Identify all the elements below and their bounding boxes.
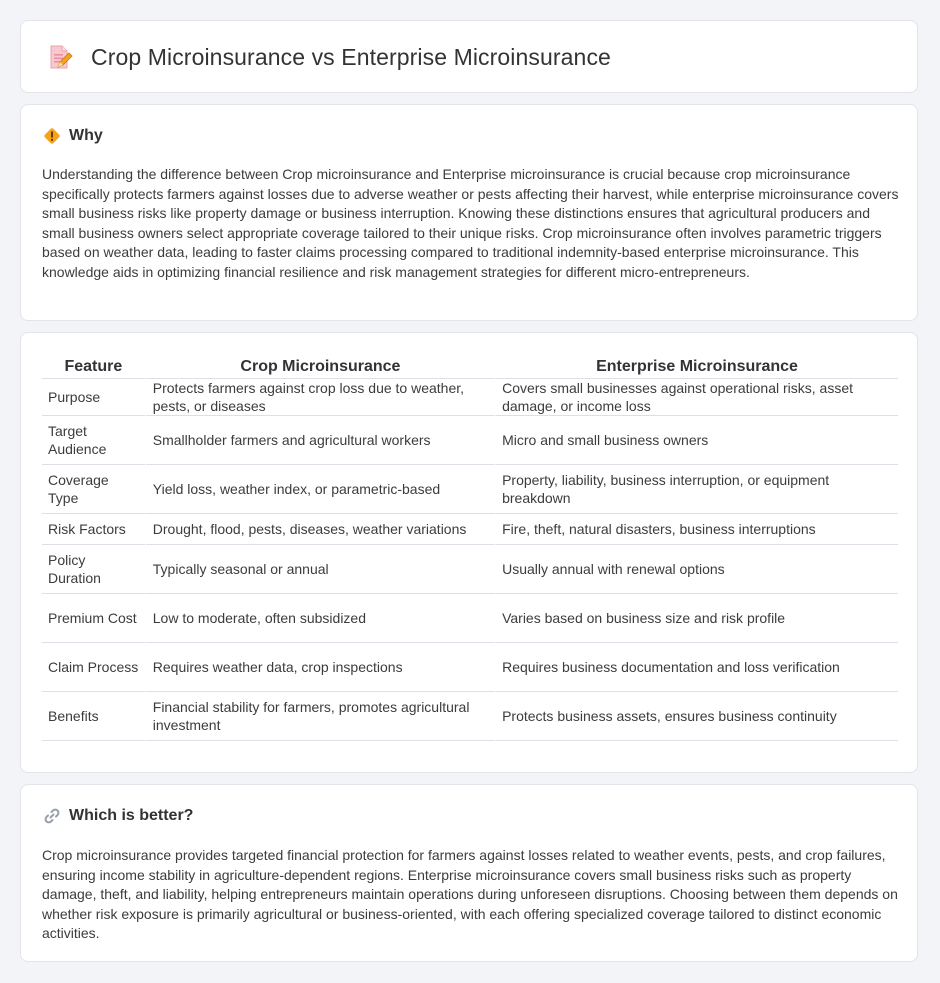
header-enterprise: Enterprise Microinsurance (494, 354, 898, 379)
row-crop: Low to moderate, often subsidized (145, 594, 494, 643)
row-enterprise: Usually annual with renewal options (494, 545, 898, 594)
title-row (45, 43, 611, 71)
better-paragraph: Crop microinsurance provides targeted financial protection for farmers against losses related to weather events, pests, and crop failures, ensuring income stability in agriculture-dependent regions. Enterprise microinsurance covers small business risks such as property damage, theft, and liability, helping entrepreneurs maintain operations during unforeseen disruptions. Choosing between them depends on whether risk exposure is primarily agricultural or business-oriented, with each offering specialized coverage tailored to distinct economic activities. (42, 847, 898, 942)
table-row (42, 465, 898, 514)
row-feature: Target Audience (42, 416, 145, 465)
row-crop: Typically seasonal or annual (145, 545, 494, 594)
row-enterprise: Fire, theft, natural disasters, business interruptions (494, 514, 898, 545)
row-crop: Financial stability for farmers, promotes agricultural investment (145, 692, 494, 741)
row-crop: Smallholder farmers and agricultural workers (145, 416, 494, 465)
better-heading-row (43, 807, 193, 825)
row-enterprise: Varies based on business size and risk profile (494, 594, 898, 643)
comparison-section (20, 332, 918, 773)
row-crop: Yield loss, weather index, or parametric-based (145, 465, 494, 514)
warning-diamond-icon (43, 127, 61, 145)
row-feature: Premium Cost (42, 594, 145, 643)
why-section (20, 104, 918, 321)
row-enterprise: Micro and small business owners (494, 416, 898, 465)
page-title: Crop Microinsurance vs Enterprise Microinsurance (91, 43, 611, 70)
row-feature: Coverage Type (42, 465, 145, 514)
title-card (20, 20, 918, 93)
table-header-row (42, 354, 898, 379)
row-crop: Requires weather data, crop inspections (145, 643, 494, 692)
why-paragraph: Understanding the difference between Crop microinsurance and Enterprise microinsurance is crucial because crop microinsurance specifically protects farmers against losses due to adverse weather or pests affecting their harvest, while enterprise microinsurance covers small business risks like property damage or business interruption. Knowing these distinctions ensures that agricultural producers and small business owners select appropriate coverage tailored to their unique risks. Crop microinsurance often involves parametric triggers based on weather data, leading to faster claims processing compared to traditional indemnity-based enterprise microinsurance. This knowledge aids in optimizing financial resilience and risk management strategies for different micro-entrepreneurs. (42, 166, 899, 280)
row-enterprise: Covers small businesses against operational risks, asset damage, or income loss (494, 379, 898, 416)
document-pencil-icon (45, 43, 73, 71)
better-heading: Which is better? (69, 807, 194, 824)
header-feature: Feature (42, 354, 145, 379)
table-row (42, 416, 898, 465)
row-crop: Protects farmers against crop loss due to weather, pests, or diseases (145, 379, 494, 416)
row-feature: Purpose (42, 379, 145, 416)
table-row (42, 692, 898, 741)
table-row (42, 594, 898, 643)
table-row (42, 545, 898, 594)
why-heading: Why (69, 127, 103, 144)
table-row (42, 379, 898, 416)
header-crop: Crop Microinsurance (145, 354, 494, 379)
row-feature: Claim Process (42, 643, 145, 692)
row-crop: Drought, flood, pests, diseases, weather variations (145, 514, 494, 545)
row-enterprise: Protects business assets, ensures business continuity (494, 692, 898, 741)
row-feature: Policy Duration (42, 545, 145, 594)
row-enterprise: Requires business documentation and loss verification (494, 643, 898, 692)
table-row (42, 643, 898, 692)
table-row (42, 514, 898, 545)
why-heading-row (43, 127, 103, 145)
row-feature: Benefits (42, 692, 145, 741)
row-enterprise: Property, liability, business interruption, or equipment breakdown (494, 465, 898, 514)
comparison-table (42, 354, 898, 741)
link-icon (43, 807, 61, 825)
row-feature: Risk Factors (42, 514, 145, 545)
better-section (20, 784, 918, 962)
